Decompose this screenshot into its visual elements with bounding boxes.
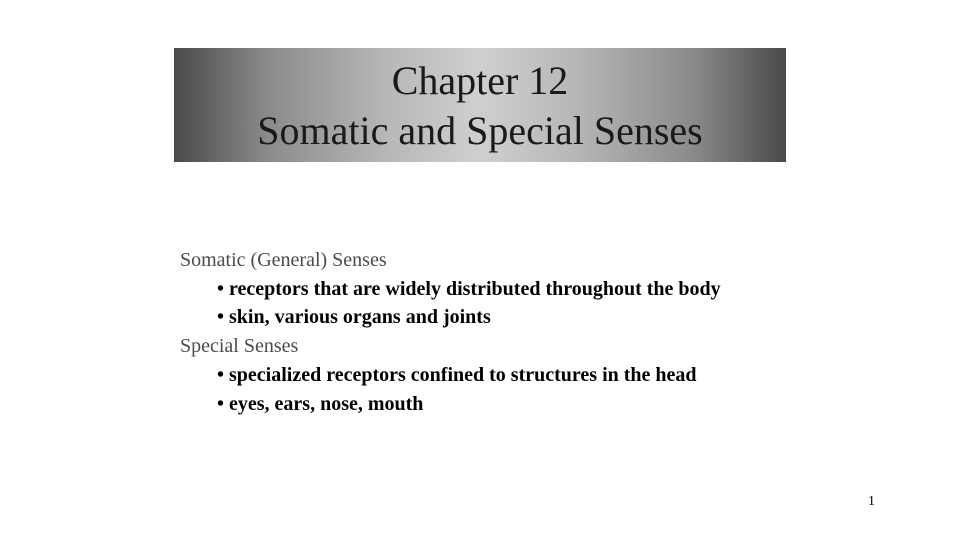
page-number: 1 xyxy=(868,494,875,509)
section-heading-special: Special Senses xyxy=(180,335,299,358)
chapter-subtitle: Somatic and Special Senses xyxy=(257,108,703,153)
section-heading-somatic: Somatic (General) Senses xyxy=(180,249,387,271)
chapter-title: Chapter 12 xyxy=(391,58,569,103)
bullet-item: • specialized receptors confined to structures in the head xyxy=(217,363,697,386)
bullet-item: • skin, various organs and joints xyxy=(217,306,491,329)
bullet-item: • receptors that are widely distributed throughout the body xyxy=(217,277,721,300)
title-banner xyxy=(174,48,786,162)
slide-body xyxy=(180,246,780,418)
bullet-item: • eyes, ears, nose, mouth xyxy=(217,392,424,415)
